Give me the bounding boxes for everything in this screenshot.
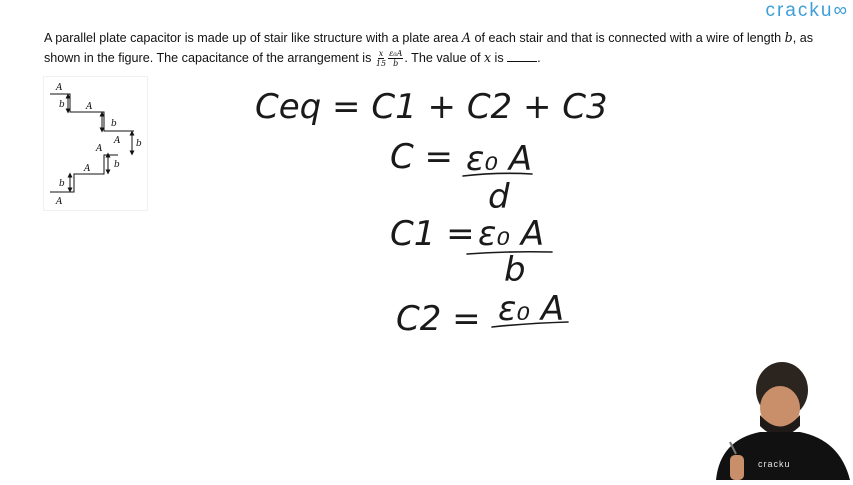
fig-label-6: A <box>96 144 103 154</box>
logo-text: cracku <box>765 0 834 21</box>
question-part2: of each stair and that is connected with a wire of length <box>471 31 785 45</box>
eq-line-4-lhs: C2 = <box>396 299 481 339</box>
presenter-video <box>700 360 853 480</box>
fig-label-9: b <box>59 179 65 189</box>
var-b: b <box>784 30 793 45</box>
fig-label-7: b <box>114 160 120 170</box>
frac1-num: x <box>378 49 384 59</box>
presenter-figure <box>700 360 853 480</box>
fig-label-5: b <box>136 139 142 149</box>
shirt-logo-text: cracku <box>758 459 791 469</box>
frac2-den: b <box>393 59 399 69</box>
question-part5: is <box>491 51 504 65</box>
eq-line-3-lhs: C1 = <box>390 214 475 254</box>
question-part4: . The value of <box>404 51 484 65</box>
fig-label-10: A <box>56 197 63 207</box>
presenter-hand <box>730 455 744 480</box>
eq-line-2-den: d <box>488 177 510 217</box>
var-A: A <box>461 30 472 45</box>
frac1-den: 15 <box>375 59 387 69</box>
fig-label-3: b <box>111 119 117 129</box>
eq-line-3-num: ε₀ A <box>478 214 545 254</box>
question-part1: A parallel plate capacitor is made up of stair like structure with a plate area <box>44 31 462 45</box>
fig-label-1: b <box>59 100 65 110</box>
eq-line-2-num: ε₀ A <box>466 139 533 179</box>
var-x: x <box>483 50 492 65</box>
fig-label-0: A <box>56 83 63 93</box>
frac2-num: ε₀A <box>389 49 403 59</box>
fig-label-2: A <box>86 102 93 112</box>
question-tail: . <box>537 51 541 65</box>
eq-line-3-den: b <box>504 250 526 290</box>
fig-label-4: A <box>114 136 121 146</box>
fig-label-8: A <box>84 164 91 174</box>
eq-line-1: Ceq = C1 + C2 + C3 <box>255 87 608 127</box>
eq-line-4-num: ε₀ A <box>498 289 565 329</box>
logo-badge-icon: ∞ <box>833 0 849 21</box>
question-part3: , as shown in the figure. The capacitance of the arrangement is <box>44 31 814 65</box>
eq-line-2-lhs: C = <box>390 137 454 177</box>
